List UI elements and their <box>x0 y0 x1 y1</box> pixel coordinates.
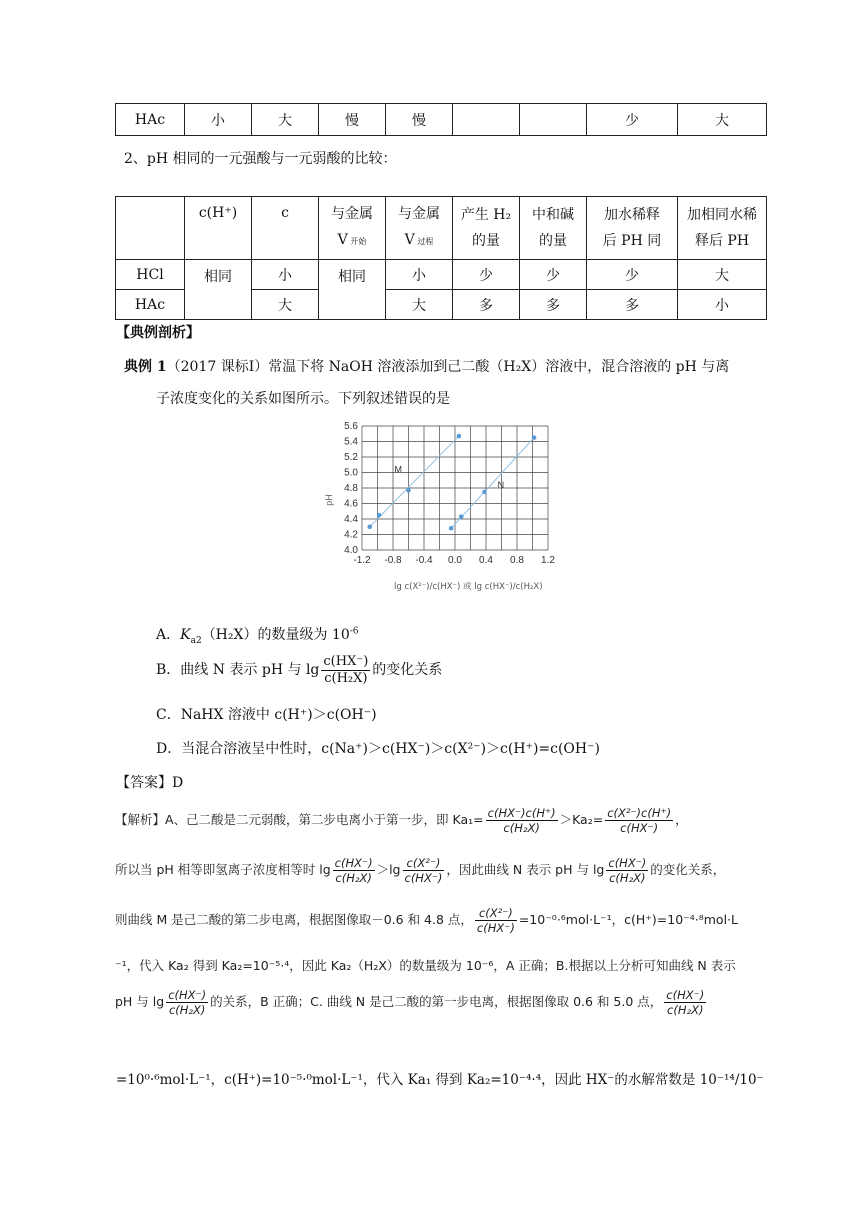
chart-ticks <box>344 421 555 566</box>
table-cell: 慢 <box>319 104 386 136</box>
y-tick-label: 5.4 <box>344 436 358 448</box>
table-header-cell: c <box>252 197 319 260</box>
example-line-2: 子浓度变化的关系如图所示。下列叙述错误的是 <box>156 391 450 407</box>
chart-ylabel: pH <box>324 494 334 506</box>
table-cell: 小 <box>386 260 453 290</box>
y-tick-label: 4.0 <box>344 545 358 556</box>
option-c: C．NaHX 溶液中 c(H⁺)＞c(OH⁻) <box>156 707 377 723</box>
table-cell: 小 <box>678 290 767 320</box>
table-cell: 少 <box>587 104 678 136</box>
data-point <box>406 488 411 493</box>
analysis-row-1: 【解析】A、己二酸是二元弱酸，第二步电离小于第一步，即 Ka₁= $\frac{c(HX^-)c(H^+)}{\text{c(H₂X)}}$ ＞Ka₂= $\frac{\text{c(X²⁻)c(H⁺)}}{c(HX^-)}$ ， <box>115 806 688 835</box>
x-tick-label: -1.2 <box>353 555 371 566</box>
table-continuation <box>115 103 767 136</box>
x-tick-label: -0.4 <box>415 555 433 566</box>
series-label-m: M <box>394 464 403 475</box>
x-tick-label: 1.2 <box>541 555 555 566</box>
table-header-cell: 加水稀释 后 PH 同 <box>587 197 678 260</box>
y-tick-label: 5.6 <box>344 421 358 432</box>
y-tick-label: 5.2 <box>344 452 358 463</box>
data-point <box>449 526 454 531</box>
answer: 【答案】D <box>116 775 184 791</box>
table-cell: HCl <box>116 260 185 290</box>
y-tick-label: 4.6 <box>344 498 358 510</box>
data-point <box>459 514 464 519</box>
table-cell: 相同 <box>185 260 252 320</box>
option-a: A．$K_{a2}(H_2X)$的数量级为 $10^{-6}$ <box>156 626 359 646</box>
table-cell: 大 <box>252 290 319 320</box>
data-point <box>377 513 382 518</box>
x-tick-label: -0.8 <box>384 555 402 566</box>
data-point <box>367 524 372 529</box>
table-cell: HAc <box>116 290 185 320</box>
table-header-cell: c(H⁺) <box>185 197 252 260</box>
series-line-n <box>451 438 534 529</box>
table-cell: 慢 <box>386 104 453 136</box>
table-header-cell: 加相同水稀 释后 PH <box>678 197 767 260</box>
section-title: 2、pH 相同的一元强酸与一元弱酸的比较： <box>124 151 397 167</box>
table-cell: 少 <box>520 260 587 290</box>
table-cell: 小 <box>252 260 319 290</box>
y-tick-label: 4.4 <box>344 514 358 525</box>
table-header-cell: 与金属 V 过程 <box>386 197 453 260</box>
table-cell: 大 <box>678 104 767 136</box>
table-cell: 小 <box>185 104 252 136</box>
comparison-table <box>115 196 767 320</box>
y-tick-label: 4.2 <box>344 529 358 541</box>
table-cell: 多 <box>587 290 678 320</box>
table-header-cell: 产生 H₂ 的量 <box>453 197 520 260</box>
analysis-row-5: pH 与 lg $\frac{c(HX^-)}{\text{c(H₂X)}}$ 的关系，B 正确；C. 曲线 N 是己二酸的第一步电离，根据图像取 0.6 和 5.0 点， $\frac{c(HX^-)}{\text{c(H₂X)}}$ <box>115 988 705 1017</box>
table-cell: 多 <box>520 290 587 320</box>
table-cell: 少 <box>587 260 678 290</box>
section-heading: 【典例剖析】 <box>116 325 200 341</box>
chart-grid <box>362 426 548 550</box>
x-tick-label: 0.0 <box>448 555 462 566</box>
table-header-cell: 与金属 V 开始 <box>319 197 386 260</box>
series-label-n: N <box>497 480 505 490</box>
table-cell: 大 <box>678 260 767 290</box>
x-tick-label: 0.4 <box>479 555 493 566</box>
analysis-last-line: =10⁰·⁶mol·L⁻¹，c(H⁺)=10⁻⁵·⁰mol·L⁻¹，代入 Ka₁ 得到 Ka₂=10⁻⁴·⁴，因此 HX⁻的水解常数是 10⁻¹⁴/10⁻ <box>116 1072 764 1088</box>
y-tick-label: 4.8 <box>344 483 358 494</box>
data-point <box>457 434 462 439</box>
data-point <box>482 490 487 495</box>
example-label: 典例 1 <box>124 359 167 375</box>
data-point <box>532 435 537 440</box>
chart-xlabel: lg c(X²⁻)/c(HX⁻) 或 lg c(HX⁻)/c(H₂X) <box>394 582 543 592</box>
table-header-cell: 中和碱 的量 <box>520 197 587 260</box>
example-text: （2017 课标Ⅰ）常温下将 NaOH 溶液添加到己二酸（H₂X）溶液中，混合溶液的 pH 与离 <box>166 359 730 375</box>
series-line-m <box>370 436 459 527</box>
option-b: B．曲线 N 表示 pH 与 lg $\frac{c(HX^-)}{\text{c(H₂X)}}$ 的变化关系 <box>156 653 443 686</box>
table-cell <box>520 104 587 136</box>
table-cell: 大 <box>252 104 319 136</box>
analysis-block <box>115 798 770 1063</box>
example-line-1 <box>124 356 729 376</box>
x-tick-label: 0.8 <box>510 555 524 566</box>
table-cell: 少 <box>453 260 520 290</box>
table-header-cell <box>116 197 185 260</box>
analysis-row-4: ⁻¹，代入 Ka₂ 得到 Ka₂=10⁻⁵·⁴，因此 Ka₂（H₂X）的数量级为 10⁻⁶，A 正确；B.根据以上分析可知曲线 N 表示 <box>115 958 736 973</box>
analysis-row-3: 则曲线 M 是己二酸的第二步电离，根据图像取－0.6 和 4.8 点， $\frac{\text{c(X²⁻)}}{c(HX^-)}$ =10⁻⁰·⁶mol·L⁻¹，c(H⁺)=10⁻⁴·⁸mol·L <box>115 906 738 935</box>
y-tick-label: 5.0 <box>344 467 358 479</box>
table-cell <box>453 104 520 136</box>
table-cell: 大 <box>386 290 453 320</box>
table-cell: 多 <box>453 290 520 320</box>
analysis-row-2: 所以当 pH 相等即氢离子浓度相等时 lg $\frac{c(HX^-)}{\text{c(H₂X)}}$ ＞lg $\frac{\text{c(X²⁻)}}{c(HX^-)}$ ，因此曲线 N 表示 pH 与 lg $\frac{c(HX^-)}{\text{c(H₂X)}}$ 的变化关系， <box>115 856 726 885</box>
table-cell: 相同 <box>319 260 386 320</box>
table-cell: HAc <box>116 104 185 136</box>
option-d: D．当混合溶液呈中性时，c(Na⁺)＞c(HX⁻)＞c(X²⁻)＞c(H⁺)=c(OH⁻) <box>156 741 600 757</box>
